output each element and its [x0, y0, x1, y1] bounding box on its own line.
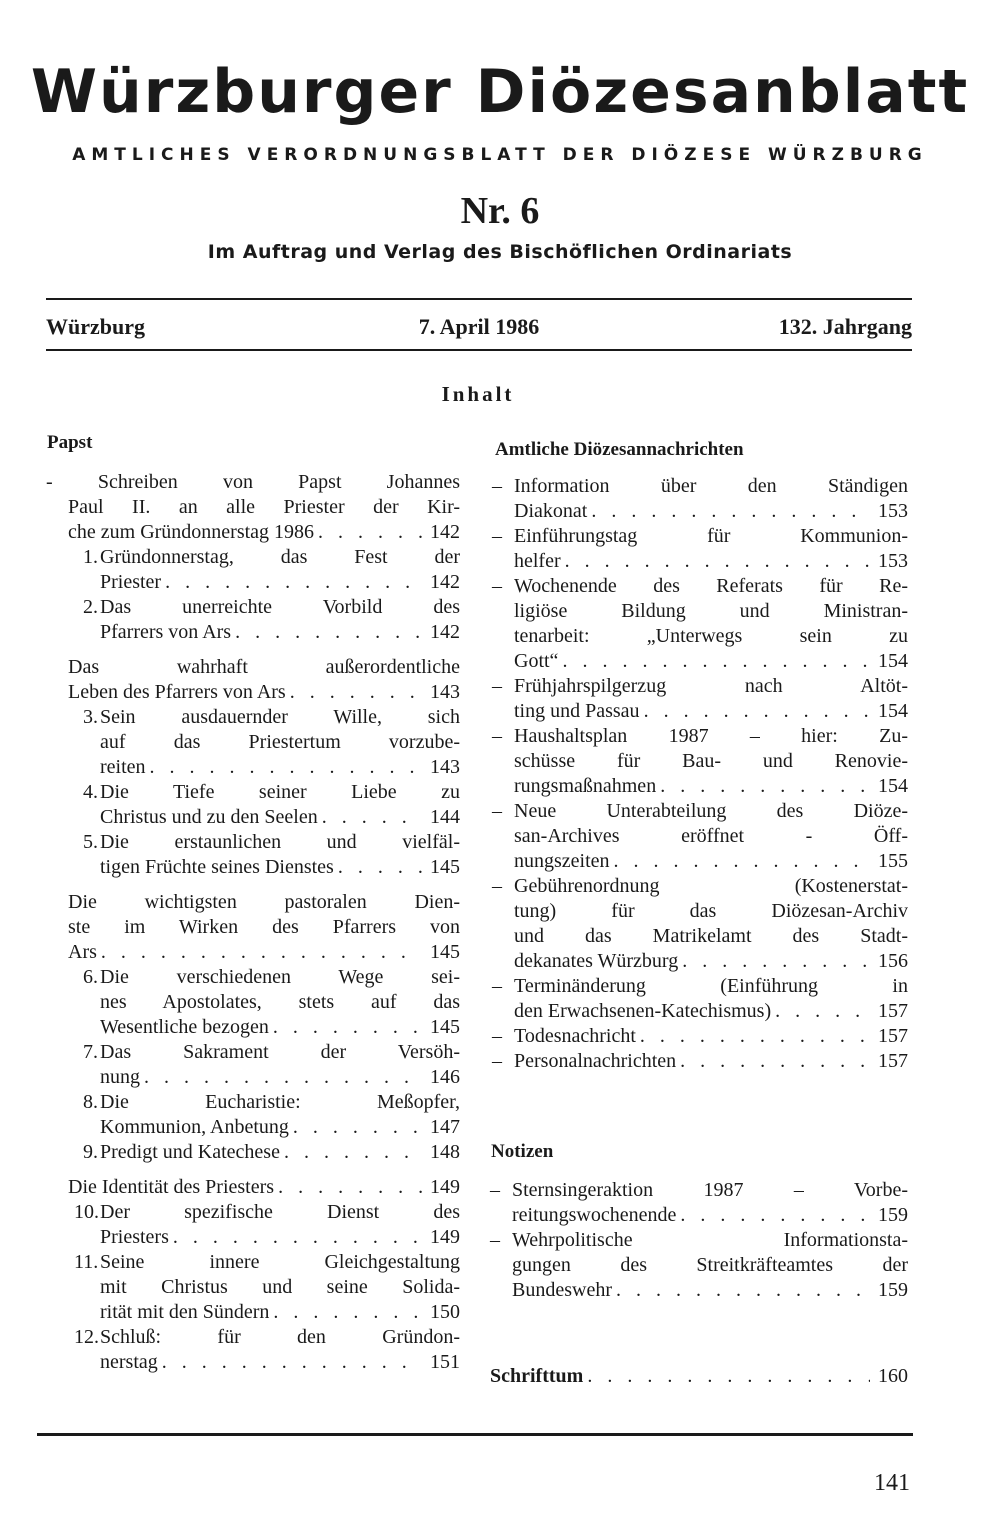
contents-heading: Inhalt — [441, 382, 515, 406]
entry-line: Die Eucharistie: Meßopfer, — [100, 1091, 460, 1113]
toc-entry — [46, 655, 460, 705]
entry-last-line — [100, 1225, 460, 1250]
entry-page: 153 — [878, 550, 908, 572]
bullet-dash: – — [492, 975, 502, 997]
entry-line: ste im Wirken des Pfarrers von — [68, 916, 460, 938]
toc-entry — [492, 524, 908, 574]
entry-text: reitungswochenende — [512, 1204, 677, 1226]
bullet-dash: – — [492, 800, 502, 822]
entry-page: 142 — [430, 521, 460, 543]
entry-text: den Erwachsenen-Katechismus) — [514, 1000, 772, 1022]
toc-entry — [490, 1228, 908, 1303]
entry-page: 142 — [430, 621, 460, 643]
leader-dots — [318, 805, 422, 830]
toc-entry — [46, 470, 460, 545]
toc-entry — [492, 724, 908, 799]
leader-dots — [583, 1364, 870, 1389]
entry-page: 156 — [878, 950, 908, 972]
entry-line: Neue Unterabteilung des Diöze- — [514, 800, 908, 822]
left-contents-column — [46, 470, 460, 1375]
entry-last-line — [514, 549, 908, 574]
entry-last-line — [100, 1115, 460, 1140]
dateline-volume: 132. Jahrgang — [778, 314, 912, 339]
entry-line: Paul II. an alle Priester der Kir- — [68, 496, 460, 518]
entry-page: 150 — [430, 1301, 460, 1323]
footer-rule — [37, 1433, 913, 1436]
leader-dots — [334, 855, 422, 880]
entry-page: 154 — [878, 700, 908, 722]
entry-last-line — [68, 1175, 460, 1200]
leader-dots — [231, 620, 422, 645]
leader-dots — [280, 1140, 422, 1165]
entry-line: Einführungstag für Kommunion- — [514, 525, 908, 547]
leader-dots — [610, 849, 870, 874]
entry-number: 10. — [74, 1201, 99, 1223]
entry-text: rität mit den Sündern — [100, 1301, 270, 1323]
entry-last-line — [512, 1203, 908, 1228]
leader-dots — [158, 1350, 422, 1375]
entry-page: 145 — [430, 856, 460, 878]
publisher-line: Im Auftrag und Verlag des Bischöflichen Ordinariats — [207, 241, 793, 263]
entry-page: 151 — [430, 1351, 460, 1373]
entry-line: Sein ausdauernder Wille, sich — [100, 706, 460, 728]
entry-number: 9. — [83, 1141, 98, 1163]
entry-text: Wesentliche bezogen — [100, 1016, 269, 1038]
entry-last-line — [68, 940, 460, 965]
entry-page: 157 — [878, 1025, 908, 1047]
leader-dots — [561, 549, 870, 574]
bullet-dash: – — [492, 875, 502, 897]
entry-last-line — [100, 755, 460, 780]
entry-line: Gebührenordnung (Kostenerstat- — [514, 875, 908, 897]
schrifttum-label: Schrifttum — [490, 1365, 584, 1387]
leader-dots — [676, 1203, 870, 1228]
dateline-date: 7. April 1986 — [418, 314, 540, 339]
entry-last-line — [514, 849, 908, 874]
leader-dots — [140, 1065, 422, 1090]
entry-text: Pfarrers von Ars — [100, 621, 232, 643]
journal-title: Würzburger Diözesanblatt — [30, 57, 970, 127]
entry-line: ligiöse Bildung und Ministran- — [514, 600, 908, 622]
toc-entry — [46, 705, 460, 780]
entry-text: Christus und zu den Seelen — [100, 806, 318, 828]
toc-entry — [46, 1250, 460, 1325]
schrifttum-page: 160 — [878, 1365, 908, 1387]
bullet-dash: – — [492, 475, 502, 497]
entry-line: Das unerreichte Vorbild des — [100, 596, 460, 618]
entry-last-line — [100, 1350, 460, 1375]
entry-page: 143 — [430, 681, 460, 703]
entry-last-line — [514, 999, 908, 1024]
entry-line: Frühjahrspilgerzug nach Altöt- — [514, 675, 908, 697]
entry-last-line — [46, 520, 460, 545]
dateline-place: Würzburg — [46, 314, 145, 339]
entry-line: mit Christus und seine Solida- — [100, 1276, 460, 1298]
notizen-column — [490, 1178, 908, 1303]
toc-entry — [46, 1200, 460, 1250]
toc-entry — [46, 780, 460, 830]
entry-last-line — [100, 620, 460, 645]
leader-dots — [636, 1024, 870, 1049]
entry-line: Das Sakrament der Versöh- — [100, 1041, 460, 1063]
entry-page: 149 — [430, 1226, 460, 1248]
entry-page: 143 — [430, 756, 460, 778]
entry-last-line — [514, 649, 908, 674]
toc-entry — [492, 799, 908, 874]
entry-last-line — [100, 855, 460, 880]
entry-number: 5. — [83, 831, 98, 853]
toc-entry — [492, 974, 908, 1024]
toc-entry — [492, 874, 908, 974]
bullet-dash: – — [492, 675, 502, 697]
entry-text: Ars — [68, 941, 97, 963]
entry-number: 1. — [83, 546, 98, 568]
leader-dots — [640, 699, 870, 724]
entry-text: nung — [100, 1066, 140, 1088]
leader-dots — [161, 570, 422, 595]
entry-text: ting und Passau — [514, 700, 640, 722]
leader-dots — [274, 1175, 422, 1200]
page-number: 141 — [874, 1470, 910, 1496]
entry-text: dekanates Würzburg — [514, 950, 679, 972]
entry-page: 155 — [878, 850, 908, 872]
toc-entry — [46, 890, 460, 965]
entry-number: 4. — [83, 781, 98, 803]
entry-last-line — [514, 499, 908, 524]
entry-line: Das wahrhaft außerordentliche — [68, 656, 460, 678]
leader-dots — [587, 499, 870, 524]
toc-entry — [492, 474, 908, 524]
entry-text: Personalnachrichten — [514, 1050, 677, 1072]
entry-page: 148 — [430, 1141, 460, 1163]
entry-line: nes Apostolates, stets auf das — [100, 991, 460, 1013]
dateline-rule — [46, 349, 912, 351]
entry-number: 6. — [83, 966, 98, 988]
entry-last-line — [100, 1140, 460, 1165]
entry-text: tigen Früchte seines Dienstes — [100, 856, 334, 878]
entry-last-line — [100, 1065, 460, 1090]
entry-line: tenarbeit: „Unterwegs sein zu — [514, 625, 908, 647]
entry-text: Diakonat — [514, 500, 588, 522]
toc-entry — [46, 1090, 460, 1140]
entry-last-line — [514, 1024, 908, 1049]
entry-line: san-Archives eröffnet - Öff- — [514, 825, 908, 847]
entry-line: Die Tiefe seiner Liebe zu — [100, 781, 460, 803]
entry-text: Die Identität des Priesters — [68, 1176, 275, 1198]
entry-number: 11. — [74, 1251, 99, 1273]
issue-number: Nr. 6 — [460, 190, 540, 232]
entry-line: Information über den Ständigen — [514, 475, 908, 497]
entry-last-line — [514, 699, 908, 724]
top-rule — [46, 298, 912, 300]
toc-entry — [46, 1040, 460, 1090]
entry-line: - Schreiben von Papst Johannes — [46, 471, 460, 493]
entry-text: nungszeiten — [514, 850, 610, 872]
leader-dots — [558, 649, 870, 674]
entry-line: Schluß: für den Gründon- — [100, 1326, 460, 1348]
entry-line: Der spezifische Dienst des — [100, 1201, 460, 1223]
entry-line: tung) für das Diözesan-Archiv — [514, 900, 908, 922]
entry-number: 3. — [83, 706, 98, 728]
entry-last-line — [100, 1300, 460, 1325]
leader-dots — [612, 1278, 870, 1303]
leader-dots — [97, 940, 422, 965]
entry-line: Die verschiedenen Wege sei- — [100, 966, 460, 988]
toc-entry — [492, 674, 908, 724]
entry-page: 147 — [430, 1116, 460, 1138]
toc-entry — [492, 574, 908, 674]
entry-text: nerstag — [100, 1351, 158, 1373]
journal-subtitle: AMTLICHES VERORDNUNGSBLATT DER DIÖZESE WÜRZBURG — [72, 145, 928, 165]
entry-text: reiten — [100, 756, 146, 778]
toc-entry — [46, 595, 460, 645]
leader-dots — [289, 1115, 422, 1140]
toc-entry — [492, 1024, 908, 1049]
leader-dots — [771, 999, 870, 1024]
schrifttum-entry — [490, 1364, 908, 1389]
toc-entry — [492, 1049, 908, 1074]
bullet-dash: – — [490, 1179, 500, 1201]
entry-page: 159 — [878, 1279, 908, 1301]
entry-page: 157 — [878, 1050, 908, 1072]
entry-text: Todesnachricht — [514, 1025, 636, 1047]
section-heading-diozesannachrichten: Amtliche Diözesannachrichten — [495, 439, 744, 460]
entry-line: schüsse für Bau- und Renovie- — [514, 750, 908, 772]
entry-last-line — [514, 774, 908, 799]
toc-entry — [46, 1325, 460, 1375]
entry-number: 7. — [83, 1041, 98, 1063]
bullet-dash: – — [492, 575, 502, 597]
leader-dots — [676, 1049, 870, 1074]
entry-number: 8. — [83, 1091, 98, 1113]
toc-entry — [490, 1178, 908, 1228]
entry-page: 153 — [878, 500, 908, 522]
entry-line: Die wichtigsten pastoralen Dien- — [68, 891, 460, 913]
entry-line: Die erstaunlichen und vielfäl- — [100, 831, 460, 853]
entry-text: helfer — [514, 550, 561, 572]
entry-page: 146 — [430, 1066, 460, 1088]
entry-page: 142 — [430, 571, 460, 593]
toc-entry — [46, 1175, 460, 1200]
leader-dots — [656, 774, 870, 799]
toc-entry — [46, 545, 460, 595]
bullet-dash: – — [492, 1025, 502, 1047]
leader-dots — [269, 1300, 422, 1325]
entry-last-line — [514, 949, 908, 974]
entry-line: Terminänderung (Einführung in — [514, 975, 908, 997]
entry-text: Leben des Pfarrers von Ars — [68, 681, 286, 703]
leader-dots — [269, 1015, 422, 1040]
entry-line: Haushaltsplan 1987 – hier: Zu- — [514, 725, 908, 747]
entry-line: Wehrpolitische Informationsta- — [512, 1229, 908, 1251]
entry-page: 154 — [878, 775, 908, 797]
entry-text: Gott“ — [514, 650, 559, 672]
entry-last-line — [100, 570, 460, 595]
entry-last-line — [512, 1278, 908, 1303]
entry-page: 154 — [878, 650, 908, 672]
entry-number: 2. — [83, 596, 98, 618]
bullet-dash: – — [490, 1229, 500, 1251]
leader-dots — [286, 680, 422, 705]
entry-last-line — [514, 1049, 908, 1074]
section-heading-notizen: Notizen — [491, 1141, 554, 1162]
entry-text: Priester — [100, 571, 162, 593]
bullet-dash: – — [492, 725, 502, 747]
entry-page: 157 — [878, 1000, 908, 1022]
entry-text: Bundeswehr — [512, 1279, 612, 1301]
leader-dots — [169, 1225, 422, 1250]
entry-text: che zum Gründonnerstag 1986 — [68, 521, 315, 543]
entry-page: 145 — [430, 941, 460, 963]
entry-number: 12. — [74, 1326, 99, 1348]
entry-line: Gründonnerstag, das Fest der — [100, 546, 460, 568]
entry-text: Kommunion, Anbetung — [100, 1116, 289, 1138]
entry-text: rungsmaßnahmen — [514, 775, 657, 797]
entry-last-line — [100, 805, 460, 830]
section-heading-papst: Papst — [47, 432, 93, 453]
entry-line: Sternsingeraktion 1987 – Vorbe- — [512, 1179, 908, 1201]
toc-entry — [46, 965, 460, 1040]
leader-dots — [678, 949, 870, 974]
entry-page: 144 — [430, 806, 460, 828]
entry-line: und das Matrikelamt des Stadt- — [514, 925, 908, 947]
entry-text: Predigt und Katechese — [100, 1141, 280, 1163]
entry-line: Seine innere Gleichgestaltung — [100, 1251, 460, 1273]
entry-page: 149 — [430, 1176, 460, 1198]
bullet-dash: – — [492, 525, 502, 547]
entry-page: 159 — [878, 1204, 908, 1226]
right-contents-column — [492, 474, 908, 1074]
bullet-dash: – — [492, 1050, 502, 1072]
entry-line: auf das Priestertum vorzube- — [100, 731, 460, 753]
leader-dots — [146, 755, 422, 780]
entry-last-line — [68, 680, 460, 705]
entry-last-line — [100, 1015, 460, 1040]
entry-text: Priesters — [100, 1226, 169, 1248]
entry-line: gungen des Streitkräfteamtes der — [512, 1254, 908, 1276]
entry-line: Wochenende des Referats für Re- — [514, 575, 908, 597]
entry-page: 145 — [430, 1016, 460, 1038]
leader-dots — [314, 520, 422, 545]
toc-entry — [46, 830, 460, 880]
toc-entry — [46, 1140, 460, 1165]
